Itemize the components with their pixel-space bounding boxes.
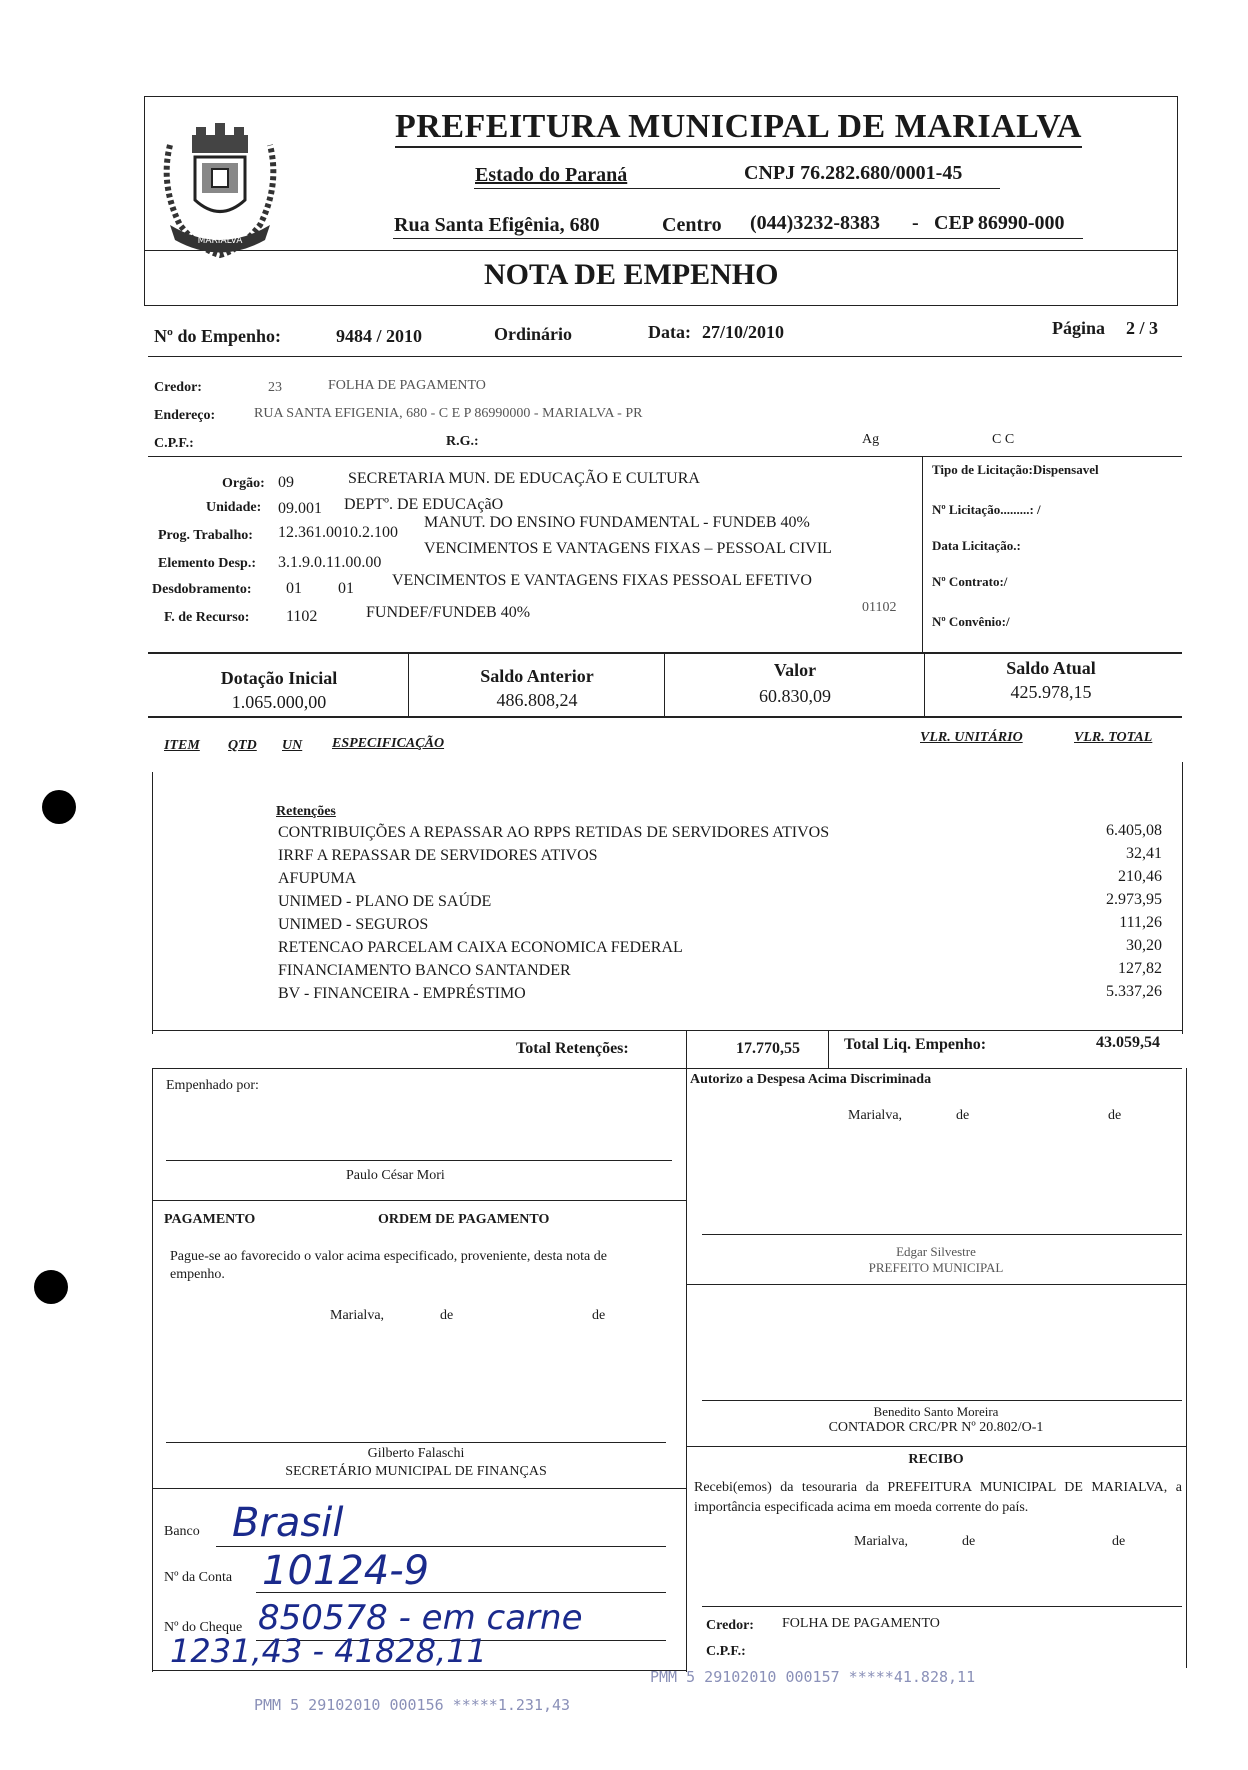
empenho-number: 9484 / 2010	[336, 326, 423, 346]
recibo-credor-label: Credor:	[706, 1618, 754, 1633]
cheque-handwritten: 850578 - em carne	[258, 1598, 583, 1638]
right-city: Marialva,	[848, 1108, 903, 1123]
recibo-credor-value: FOLHA DE PAGAMENTO	[782, 1616, 940, 1631]
signer-2-name: Gilberto Falaschi	[367, 1446, 465, 1461]
saldo-anterior-value: 486.808,24	[496, 690, 578, 710]
saldo-atual-value: 425.978,15	[1010, 682, 1092, 702]
orgao-label: Orgão:	[222, 476, 265, 491]
recurso-name: FUNDEF/FUNDEB 40%	[366, 604, 531, 621]
pagamento-label: PAGAMENTO	[164, 1212, 256, 1227]
retencao-value: 30,20	[1126, 937, 1162, 954]
page-label: Página	[1052, 318, 1106, 338]
balances-div-3	[924, 652, 925, 716]
endereco-label: Endereço:	[154, 408, 216, 423]
total-retencoes-value: 17.770,55	[736, 1040, 800, 1057]
prog-label: Prog. Trabalho:	[158, 528, 253, 543]
conta-line	[256, 1592, 666, 1593]
ag-label: Ag	[862, 432, 880, 447]
retencao-desc: FINANCIAMENTO BANCO SANTANDER	[278, 962, 571, 979]
col-vlr-total: VLR. TOTAL	[1074, 730, 1153, 745]
retencao-desc: AFUPUMA	[278, 870, 357, 887]
accountant-signature-line	[702, 1400, 1182, 1401]
items-right-border	[1182, 762, 1183, 1034]
balances-div-2	[664, 652, 665, 716]
licitacao-contrato: Nº Contrato:/	[932, 574, 1008, 589]
licitacao-data: Data Licitação.:	[932, 538, 1021, 553]
empenhado-por-label: Empenhado por:	[166, 1078, 259, 1093]
pagamento-rule	[152, 1200, 686, 1201]
address-underline	[393, 238, 1083, 239]
bank-stamp-2: PMM 5 29102010 000156 *****1.231,43	[254, 1696, 571, 1714]
banco-handwritten: Brasil	[232, 1500, 344, 1546]
right-de-2: de	[1108, 1108, 1122, 1123]
credor-name: FOLHA DE PAGAMENTO	[328, 378, 486, 393]
retencao-value: 32,41	[1126, 845, 1162, 862]
orgao-code: 09	[278, 474, 294, 491]
dash-sep: -	[912, 212, 919, 234]
totals-bottom-rule	[152, 1068, 1182, 1069]
mayor-role: PREFEITO MUNICIPAL	[868, 1260, 1004, 1275]
mayor-rule	[686, 1284, 1186, 1285]
retencao-value: 127,82	[1118, 960, 1162, 977]
retencao-desc: IRRF A REPASSAR DE SERVIDORES ATIVOS	[278, 847, 598, 864]
left-city: Marialva,	[330, 1308, 385, 1323]
mayor-name: Edgar Silvestre	[896, 1244, 976, 1259]
creditor-rule	[148, 456, 1182, 457]
credor-code: 23	[268, 380, 282, 395]
retencao-desc: RETENCAO PARCELAM CAIXA ECONOMICA FEDERAL	[278, 939, 683, 956]
lower-right-border	[1186, 1068, 1187, 1668]
desd-code-1: 01	[286, 580, 302, 597]
elem-name: VENCIMENTOS E VANTAGENS FIXAS – PESSOAL CIVIL	[424, 540, 832, 557]
col-qtd: QTD	[228, 738, 257, 753]
recibo-rule	[686, 1446, 1186, 1447]
lower-left-bottom	[152, 1670, 686, 1671]
recibo-signature-line	[702, 1606, 1182, 1607]
cnpj: CNPJ 76.282.680/0001-45	[744, 162, 963, 184]
recibo-de-1: de	[962, 1534, 976, 1549]
empenho-label: Nº do Empenho:	[154, 326, 281, 346]
totals-top-rule	[152, 1030, 1182, 1031]
elem-label: Elemento Desp.:	[158, 556, 256, 571]
total-retencoes-label: Total Retenções:	[516, 1040, 629, 1057]
valor-value: 60.830,09	[759, 686, 831, 706]
banco-line	[216, 1546, 666, 1547]
retencao-desc: BV - FINANCEIRA - EMPRÉSTIMO	[278, 985, 526, 1002]
recibo-city: Marialva,	[854, 1534, 909, 1549]
ordem-pagamento-label: ORDEM DE PAGAMENTO	[378, 1212, 550, 1227]
cep: CEP 86990-000	[934, 212, 1065, 234]
retencao-desc: CONTRIBUIÇÕES A REPASSAR AO RPPS RETIDAS DE SERVIDORES ATIVOS	[278, 824, 830, 841]
orgao-name: SECRETARIA MUN. DE EDUCAÇÃO E CULTURA	[348, 470, 700, 487]
retencao-value: 111,26	[1119, 914, 1162, 931]
licitacao-numero: Nº Licitação.........: /	[932, 502, 1041, 517]
date-label: Data:	[648, 322, 691, 342]
saldo-atual-label: Saldo Atual	[1006, 658, 1096, 678]
accountant-role: CONTADOR CRC/PR Nº 20.802/O-1	[828, 1420, 1044, 1435]
address: Rua Santa Efigênia, 680	[394, 214, 600, 236]
total-liq-label: Total Liq. Empenho:	[844, 1036, 987, 1053]
recurso-label: F. de Recurso:	[164, 610, 250, 625]
balances-bottom-rule	[148, 716, 1182, 718]
banco-label: Banco	[164, 1524, 200, 1539]
recibo-label: RECIBO	[908, 1452, 964, 1467]
signature-line-1	[166, 1160, 672, 1161]
phone: (044)3232-8383	[750, 212, 880, 234]
retencao-value: 2.973,95	[1106, 891, 1162, 908]
empenho-rule	[148, 356, 1182, 357]
signer-1-name: Paulo César Mori	[346, 1168, 445, 1183]
svg-text:MARIALVA: MARIALVA	[197, 236, 243, 246]
saldo-anterior-label: Saldo Anterior	[480, 666, 594, 686]
cheque-label: Nº do Cheque	[164, 1620, 243, 1635]
empenho-type: Ordinário	[494, 324, 573, 344]
page-number: 2 / 3	[1126, 318, 1159, 338]
col-item: ITEM	[164, 738, 200, 753]
pague-text: Pague-se ao favorecido o valor acima especificado, proveniente, desta nota de empenho.	[170, 1249, 607, 1282]
desd-code-2: 01	[338, 580, 354, 597]
accountant-name: Benedito Santo Moreira	[873, 1404, 999, 1419]
autorizo-label: Autorizo a Despesa Acima Discriminada	[690, 1072, 932, 1087]
rg-label: R.G.:	[446, 434, 479, 449]
municipality-title: PREFEITURA MUNICIPAL DE MARIALVA	[395, 108, 1082, 148]
items-left-border	[152, 772, 153, 1034]
banco-rule-top	[152, 1488, 686, 1489]
binder-hole-bottom	[34, 1270, 68, 1304]
doc-title: NOTA DE EMPENHO	[484, 258, 779, 291]
mayor-signature-line	[702, 1234, 1182, 1235]
col-un: UN	[282, 738, 303, 753]
left-de-1: de	[440, 1308, 454, 1323]
district: Centro	[662, 214, 722, 236]
recibo-cpf-label: C.P.F.:	[706, 1644, 746, 1659]
endereco-value: RUA SANTA EFIGENIA, 680 - C E P 86990000 - MARIALVA - PR	[254, 406, 643, 421]
totals-div-2	[828, 1030, 829, 1068]
conta-label: Nº da Conta	[164, 1570, 233, 1585]
retencao-value: 5.337,26	[1106, 983, 1162, 1000]
retencao-value: 210,46	[1118, 868, 1162, 885]
unidade-code: 09.001	[278, 500, 322, 517]
retencao-value: 6.405,08	[1106, 822, 1162, 839]
dotacao-label: Dotação Inicial	[220, 668, 338, 688]
prog-name: MANUT. DO ENSINO FUNDAMENTAL - FUNDEB 40%	[424, 514, 810, 531]
desd-label: Desdobramento:	[152, 582, 252, 597]
unidade-label: Unidade:	[206, 500, 262, 515]
licitacao-convenio: Nº Convênio:/	[932, 614, 1010, 629]
bank-stamp-1: PMM 5 29102010 000157 *****41.828,11	[650, 1668, 976, 1686]
col-vlr-unitario: VLR. UNITÁRIO	[920, 730, 1023, 745]
totals-div-1	[686, 1030, 687, 1068]
credor-label: Credor:	[154, 380, 202, 395]
left-de-2: de	[592, 1308, 606, 1323]
desd-name: VENCIMENTOS E VANTAGENS FIXAS PESSOAL EFETIVO	[392, 572, 812, 589]
balances-div-1	[408, 652, 409, 716]
retencao-desc: UNIMED - SEGUROS	[278, 916, 429, 933]
dotacao-value: 1.065.000,00	[231, 692, 327, 712]
cpf-label: C.P.F.:	[154, 436, 194, 451]
retencoes-title: Retenções	[276, 804, 336, 819]
balances-top-rule	[148, 652, 1182, 654]
amounts-handwritten: 1231,43 - 41828,11	[170, 1632, 487, 1670]
unidade-name: DEPTº. DE EDUCAçãO	[344, 496, 504, 513]
valor-label: Valor	[773, 660, 817, 680]
recurso-code-2: 01102	[862, 600, 897, 615]
binder-hole-top	[42, 790, 76, 824]
lower-left-border	[152, 1068, 153, 1672]
elem-code: 3.1.9.0.11.00.00	[278, 554, 382, 571]
prog-code: 12.361.0010.2.100	[278, 524, 398, 541]
date-value: 27/10/2010	[702, 322, 785, 342]
total-liq-value: 43.059,54	[1096, 1034, 1160, 1051]
licitacao-tipo: Tipo de Licitação:Dispensavel	[932, 462, 1099, 477]
state-underline	[474, 188, 1000, 189]
signer-2-role: SECRETÁRIO MUNICIPAL DE FINANÇAS	[285, 1464, 547, 1479]
right-de-1: de	[956, 1108, 970, 1123]
col-especificacao: ESPECIFICAÇÃO	[332, 736, 445, 751]
recibo-text: Recebi(emos) da tesouraria da PREFEITURA MUNICIPAL DE MARIALVA, a importância especificada acima em moeda corrente do país.	[694, 1480, 1182, 1515]
licitacao-divider	[922, 456, 923, 652]
header-divider	[144, 250, 1177, 251]
recibo-de-2: de	[1112, 1534, 1126, 1549]
signature-line-2	[166, 1442, 666, 1443]
coat-of-arms-icon	[150, 105, 290, 265]
recurso-code: 1102	[286, 608, 318, 625]
conta-handwritten: 10124-9	[262, 1548, 430, 1594]
state-name: Estado do Paraná	[475, 164, 628, 186]
retencao-desc: UNIMED - PLANO DE SAÚDE	[278, 893, 492, 910]
cc-label: C C	[992, 432, 1015, 447]
lower-mid-border	[686, 1068, 687, 1672]
